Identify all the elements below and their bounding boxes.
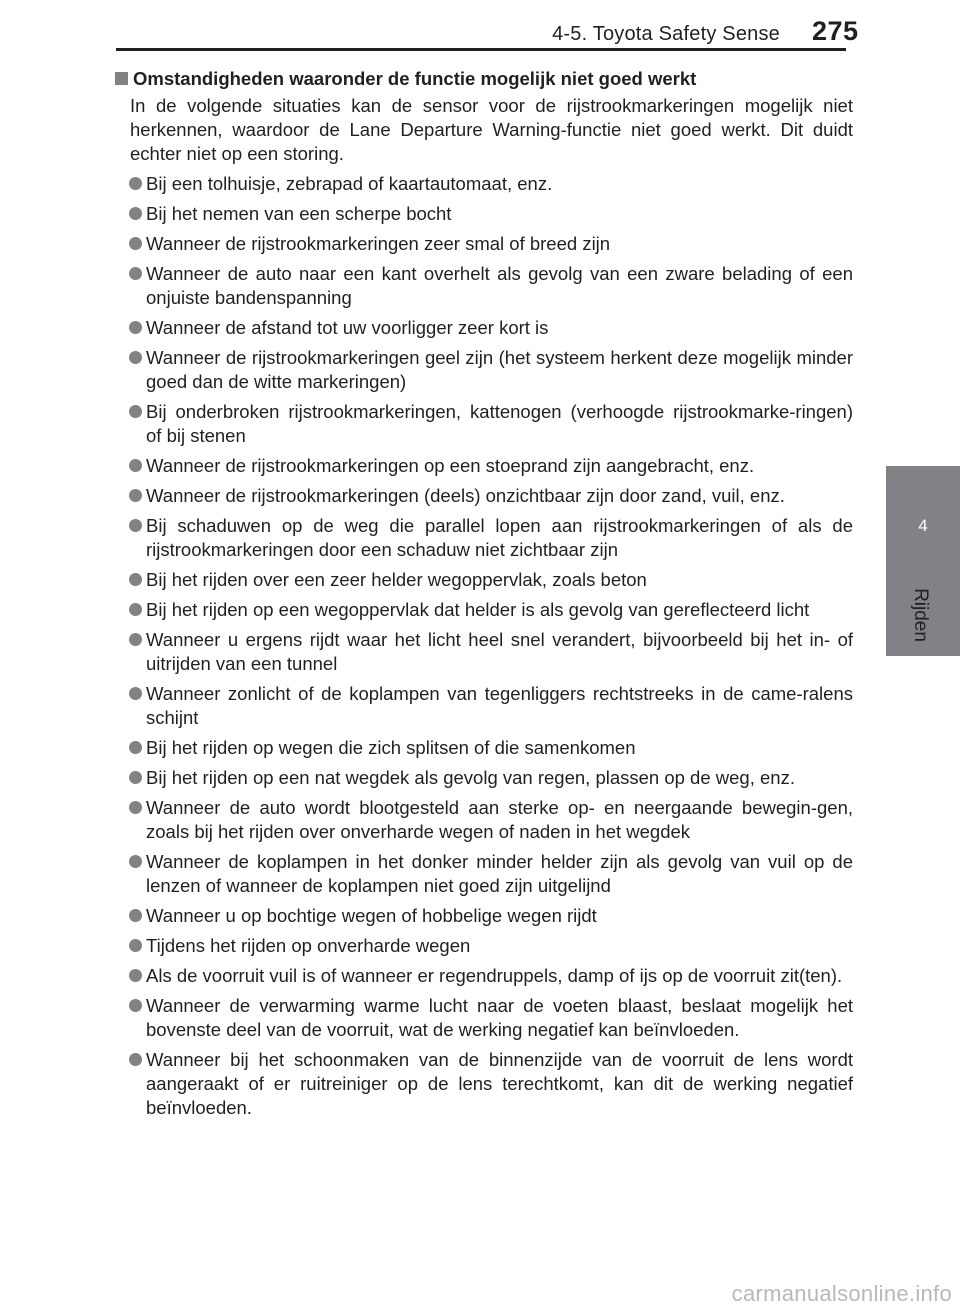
bullet-dot-icon	[129, 909, 142, 922]
list-item	[115, 1048, 853, 1120]
main-content	[115, 66, 853, 1120]
bullet-dot-icon	[129, 177, 142, 190]
list-item	[115, 454, 853, 478]
bullet-dot-icon	[129, 633, 142, 646]
list-item	[115, 262, 853, 310]
bullet-dot-icon	[129, 771, 142, 784]
list-item	[115, 202, 853, 226]
bullet-dot-icon	[129, 801, 142, 814]
bullet-dot-icon	[129, 519, 142, 532]
bullet-dot-icon	[129, 267, 142, 280]
chapter-title: Rijden	[910, 588, 931, 642]
section-heading	[115, 66, 853, 92]
bullet-dot-icon	[129, 351, 142, 364]
list-item-text: Wanneer bij het schoonmaken van de binnenzijde van de voorruit de lens wordt aangeraakt of er ruitreiniger op de lens terechtkomt, kan dit de werking negatief beïnvloeden.	[146, 1049, 853, 1118]
list-item	[115, 994, 853, 1042]
list-item	[115, 400, 853, 448]
list-item	[115, 484, 853, 508]
bullet-dot-icon	[129, 999, 142, 1012]
list-item	[115, 934, 853, 958]
list-item-text: Tijdens het rijden op onverharde wegen	[146, 935, 471, 956]
chapter-label	[900, 585, 940, 645]
list-item	[115, 904, 853, 928]
list-item-text: Bij het nemen van een scherpe bocht	[146, 203, 452, 224]
page-number: 275	[812, 16, 859, 46]
list-item	[115, 964, 853, 988]
list-item-text: Bij onderbroken rijstrookmarkeringen, kattenogen (verhoogde rijstrookmarke-ringen) of bij stenen	[146, 401, 853, 446]
bullet-dot-icon	[129, 573, 142, 586]
list-item-text: Bij het rijden op een wegoppervlak dat helder is als gevolg van gereflecteerd licht	[146, 599, 810, 620]
list-item-text: Wanneer de auto wordt blootgesteld aan sterke op- en neergaande bewegin-gen, zoals bij het rijden over onverharde wegen of naden in het wegdek	[146, 797, 853, 842]
list-item-text: Bij schaduwen op de weg die parallel lopen aan rijstrookmarkeringen of als de rijstrookmarkeringen door een schaduw niet zichtbaar zijn	[146, 515, 853, 560]
intro-paragraph: In de volgende situaties kan de sensor voor de rijstrookmarkeringen mogelijk niet herkennen, waardoor de Lane Departure Warning-functie niet goed werkt. Dit duidt echter niet op een storing.	[130, 95, 853, 164]
list-item-text: Wanneer u ergens rijdt waar het licht heel snel verandert, bijvoorbeeld bij het in- of uitrijden van een tunnel	[146, 629, 853, 674]
list-item-text: Wanneer de rijstrookmarkeringen geel zijn (het systeem herkent deze mogelijk minder goed dan de witte markeringen)	[146, 347, 853, 392]
list-item-text: Bij het rijden op een nat wegdek als gevolg van regen, plassen op de weg, enz.	[146, 767, 795, 788]
bullet-dot-icon	[129, 459, 142, 472]
square-bullet-icon	[115, 72, 128, 85]
list-item-text: Wanneer de koplampen in het donker minder helder zijn als gevolg van vuil op de lenzen of wanneer de koplampen niet goed zijn uitgelijnd	[146, 851, 853, 896]
list-item-text: Wanneer de rijstrookmarkeringen zeer smal of breed zijn	[146, 233, 611, 254]
list-item	[115, 172, 853, 196]
bullet-dot-icon	[129, 1053, 142, 1066]
bullet-dot-icon	[129, 939, 142, 952]
bullet-dot-icon	[129, 855, 142, 868]
list-item	[115, 598, 853, 622]
list-item-text: Wanneer de rijstrookmarkeringen (deels) onzichtbaar zijn door zand, vuil, enz.	[146, 485, 785, 506]
list-item-text: Wanneer zonlicht of de koplampen van tegenliggers rechtstreeks in de came-ralens schijnt	[146, 683, 853, 728]
list-item	[115, 682, 853, 730]
list-item	[115, 568, 853, 592]
section-heading-text: Omstandigheden waaronder de functie mogelijk niet goed werkt	[133, 68, 697, 89]
list-item-text: Wanneer de rijstrookmarkeringen op een stoeprand zijn aangebracht, enz.	[146, 455, 755, 476]
bullet-dot-icon	[129, 741, 142, 754]
list-item	[115, 628, 853, 676]
chapter-number: 4	[918, 516, 928, 535]
bullet-dot-icon	[129, 969, 142, 982]
list-item-text: Bij het rijden over een zeer helder wegoppervlak, zoals beton	[146, 569, 647, 590]
list-item-text: Wanneer de verwarming warme lucht naar de voeten blaast, beslaat mogelijk het bovenste deel van de voorruit, wat de werking negatief kan beïnvloeden.	[146, 995, 853, 1040]
section-title: 4-5. Toyota Safety Sense	[552, 23, 780, 45]
condition-list	[115, 172, 853, 1120]
bullet-dot-icon	[129, 405, 142, 418]
list-item-text: Wanneer de afstand tot uw voorligger zeer kort is	[146, 317, 549, 338]
list-item	[115, 736, 853, 760]
bullet-dot-icon	[129, 321, 142, 334]
list-item-text: Bij een tolhuisje, zebrapad of kaartautomaat, enz.	[146, 173, 553, 194]
watermark: carmanualsonline.info	[731, 1281, 952, 1306]
list-item	[115, 796, 853, 844]
list-item	[115, 346, 853, 394]
list-item-text: Wanneer de auto naar een kant overhelt als gevolg van een zware belading of een onjuiste bandenspanning	[146, 263, 853, 308]
list-item	[115, 850, 853, 898]
bullet-dot-icon	[129, 603, 142, 616]
list-item-text: Wanneer u op bochtige wegen of hobbelige wegen rijdt	[146, 905, 597, 926]
bullet-dot-icon	[129, 237, 142, 250]
list-item	[115, 766, 853, 790]
bullet-dot-icon	[129, 207, 142, 220]
list-item	[115, 514, 853, 562]
bullet-dot-icon	[129, 687, 142, 700]
list-item	[115, 316, 853, 340]
list-item-text: Bij het rijden op wegen die zich splitsen of die samenkomen	[146, 737, 636, 758]
bullet-dot-icon	[129, 489, 142, 502]
header-rule	[116, 48, 846, 51]
list-item-text: Als de voorruit vuil is of wanneer er regendruppels, damp of ijs op de voorruit zit(ten).	[146, 965, 843, 986]
list-item	[115, 232, 853, 256]
